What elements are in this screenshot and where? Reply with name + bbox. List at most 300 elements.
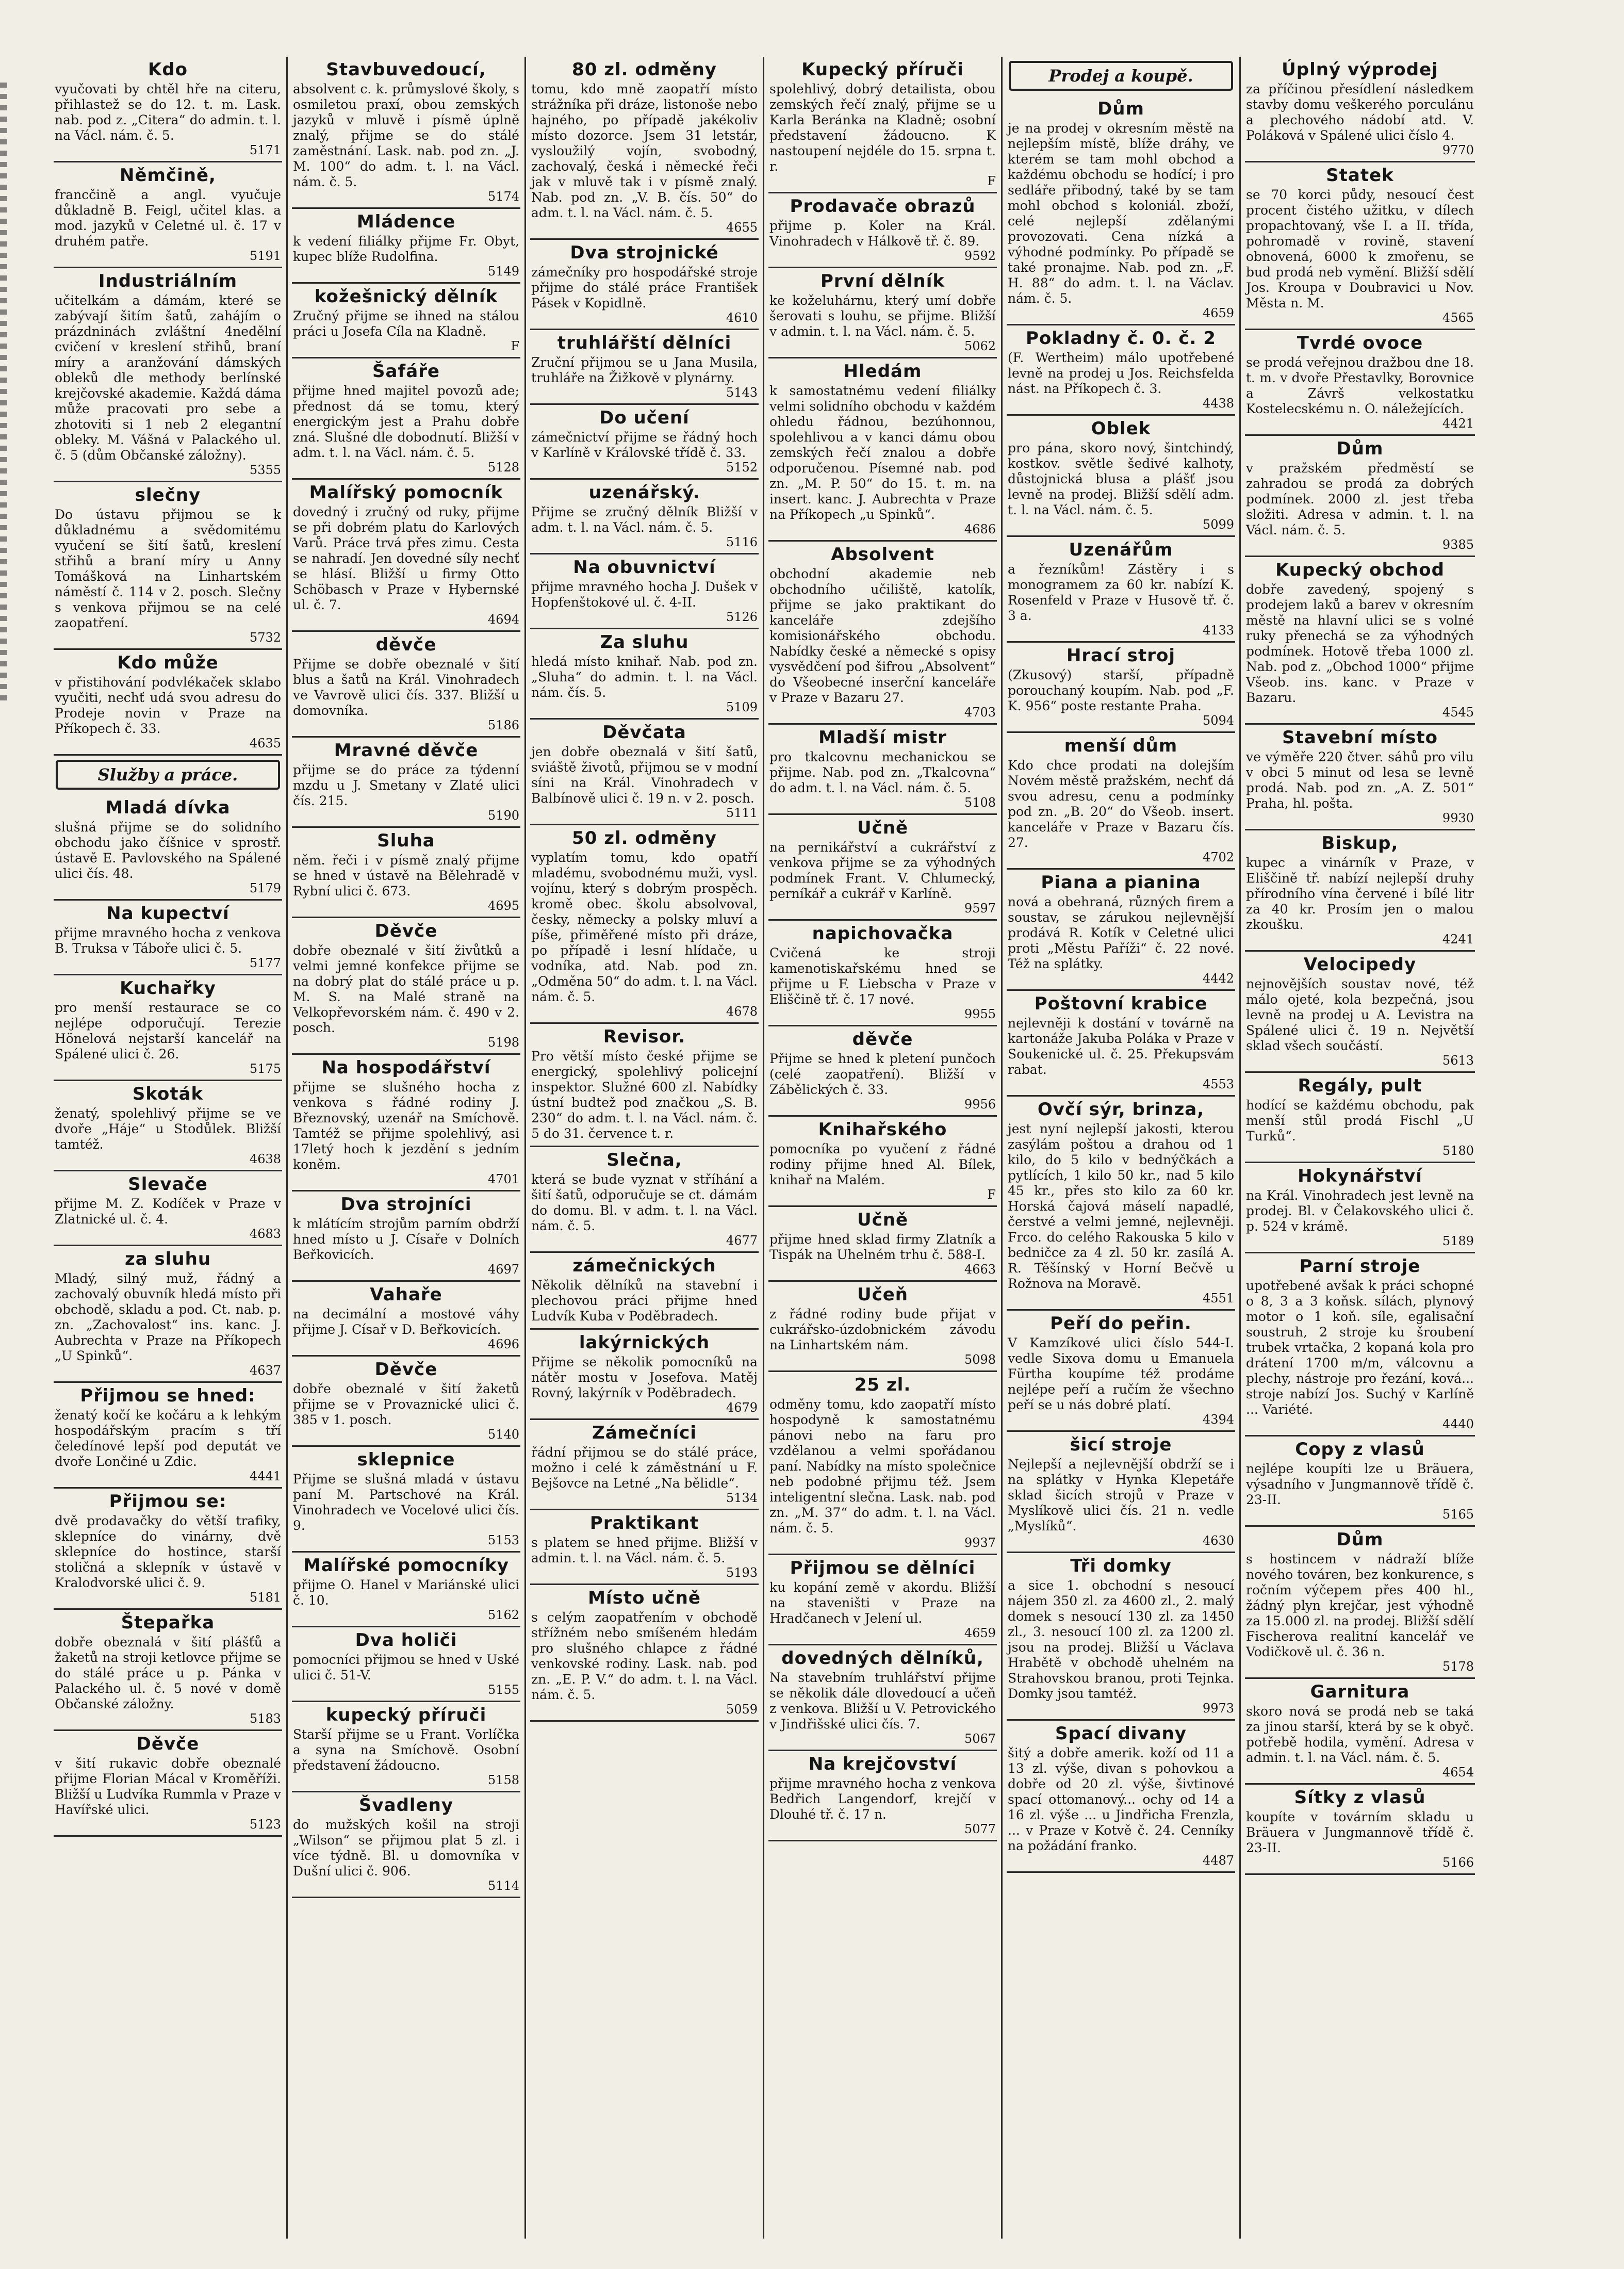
ad-code: 5174 xyxy=(487,189,519,204)
ad-code: 4545 xyxy=(1442,705,1474,720)
classified-ad xyxy=(54,1489,282,1610)
classified-ad xyxy=(54,268,282,482)
ad-title: Regály, pult xyxy=(1298,1075,1422,1096)
ad-code: 9930 xyxy=(1442,811,1474,825)
ad-title: Tvrdé ovoce xyxy=(1297,333,1423,353)
ad-body: učitelkám a dámám, které se zabývají šitím šatů, zahájím o prázdninách zvláštní 4nedělní cvičení v kreslení střihů, braní míry a aranžování dámských obleků dle methody berlínské krejčovské akademie. Každá dáma může pracovati pro sebe a zhotoviti si 1 neb 2 elegantní obleky. M. Vášná v Palackého ul. č. 5 (dům Občanské záložny). xyxy=(55,293,281,463)
ad-body: Zručný přijme se ihned na stálou práci u Josefa Cíla na Kladně. xyxy=(293,308,519,339)
classified-ad xyxy=(292,918,520,1055)
ad-title: Copy z vlasů xyxy=(1295,1439,1425,1460)
ad-code: 9385 xyxy=(1442,537,1474,552)
classified-ad xyxy=(1007,1721,1235,1873)
ad-body: ke koželuhárnu, který umí dobře šerovati s louhu, se přijme. Bližší v admin. t. l. na Václ. nám. č. 5. xyxy=(769,293,996,339)
ad-body: Několik dělníků na stavební i plechovou práci přijme hned Ludvík Kuba v Poděbradech. xyxy=(531,1278,758,1324)
ad-code: F xyxy=(511,339,519,353)
classified-ad xyxy=(1245,1163,1475,1253)
classified-ad xyxy=(292,1357,520,1447)
column-6 xyxy=(1241,57,1479,2239)
ad-title: děvče xyxy=(852,1029,913,1050)
ad-body: dobře obeznalá v šití plášťů a žaketů na stroji ketlovce přijme se do stálé práce u p. Pánka v Palackého ul. č. 5 nové v domě Občanské záložny. xyxy=(55,1635,281,1711)
ad-body: ženatý kočí ke kočáru a k lehkým hospodářským pracím s tří čeledínové lepší pod deputát ve dvoře Lončiné u Zdic. xyxy=(55,1408,281,1469)
ad-code: 4638 xyxy=(249,1152,281,1166)
classified-ad xyxy=(54,975,282,1081)
ad-title: Oblek xyxy=(1091,418,1151,439)
page-edge-marks xyxy=(0,83,7,701)
ad-body: francčině a angl. vyučuje důkladně B. Feigl, učitel klas. a mod. jazyků v Celetné ul. č. 17 v druhém patře. xyxy=(55,187,281,249)
ad-body: k samostatnému vedení filiálky velmi solidního obchodu v každém ohledu řádnou, bezúhonnou, spolehlivou a v kanci dámu obou zemských řečí znalou a dobře odporučenou. Písemné nab. pod zn. „M. P. 50“ do 15. t. m. na insert. kanc. J. Aubrechta v Praze na Příkopech „u Spinků“. xyxy=(769,383,996,522)
ad-title: Biskup, xyxy=(1321,833,1399,854)
ad-body: přijme hned majitel povozů ade; přednost dá se tomu, který energickým jest a Prahu dobře zná. Slušné dle dobodnutí. Bližší v adm. t. l. na Václ. nám. č. 5. xyxy=(293,383,519,460)
ad-body: dvě prodavačky do větší trafiky, sklepníce do vinárny, dvě sklepníce do hostince, starší stoličná a sklepník v ústavě v Kralodvorské ulici č. 9. xyxy=(55,1513,281,1590)
ad-title: Učně xyxy=(857,818,909,838)
ad-code: 5183 xyxy=(249,1711,281,1726)
classified-ad xyxy=(768,358,997,542)
ad-body: na Král. Vinohradech jest levně na prodej. Bl. v Čelakovského ulici č. p. 524 v krámě. xyxy=(1246,1188,1474,1234)
classified-ad xyxy=(292,1553,520,1627)
ad-body: koupíte v továrním skladu u Bräuera v Jungmannově třídě č. 23-II. xyxy=(1246,1809,1474,1855)
ad-title: Statek xyxy=(1326,165,1394,186)
classified-ad xyxy=(768,1117,997,1207)
ad-title: Děvče xyxy=(136,1734,200,1754)
ad-body: Kdo chce prodati na dolejším Novém městě pražském, nechť dá svou adresu, cenu a podmínky pod zn. „B. 20“ do Všeob. insert. kanceláře v Praze v Bazaru čís. 27. xyxy=(1008,758,1234,850)
ad-body: v přistihování podvlékaček sklabo vyučiti, nechť udá svou adresu do Prodeje novin v Praze na Příkopech č. 33. xyxy=(55,675,281,736)
ad-code: 9597 xyxy=(964,901,996,916)
ad-title: Dům xyxy=(1097,99,1144,119)
ad-code: 5152 xyxy=(726,460,758,475)
ad-code: F xyxy=(987,174,996,188)
classified-page xyxy=(50,57,1545,2239)
column-3 xyxy=(526,57,764,2239)
ad-body: hodící se každému obchodu, pak menší stůl prodá Fischl „U Turků“. xyxy=(1246,1098,1474,1144)
classified-ad xyxy=(530,554,759,629)
ad-title: Kuchařky xyxy=(120,978,216,999)
ad-code: 5165 xyxy=(1442,1507,1474,1522)
ad-title: Štepařka xyxy=(121,1612,215,1633)
ad-body: k vedení filiálky přijme Fr. Obyt, kupec blíže Rudolfina. xyxy=(293,234,519,264)
ad-title: Na krejčovství xyxy=(808,1754,957,1774)
ad-code: 5149 xyxy=(487,264,519,279)
classified-ad xyxy=(530,629,759,720)
ad-title: Vahaře xyxy=(370,1284,442,1305)
ad-code: 5190 xyxy=(487,808,519,823)
classified-ad xyxy=(292,738,520,828)
section-heading: Prodej a koupě. xyxy=(1009,61,1233,91)
ad-code: 5108 xyxy=(964,795,996,810)
ad-body: ve výměře 220 čtver. sáhů pro vilu v obci 5 minut od lesa se levně prodá. Nab. pod zn. „A. Z. 501“ Praha, hl. pošta. xyxy=(1246,749,1474,811)
classified-ad xyxy=(768,542,997,725)
ad-body: něm. řeči i v písmě znalý přijme se hned v ústavě na Bělehradě v Rybní ulici č. 673. xyxy=(293,853,519,899)
ad-body: Na stavebním truhlářství přijme se několik dále dlovedoucí a učeň z venkova. Bližší u V. Petrovického v Jindřišské ulici čís. 7. xyxy=(769,1670,996,1732)
ad-body: Mladý, silný muž, řádný a zachovalý obuvník hledá místo při obchodě, skladu a pod. Ct. nab. p. zn. „Zachovalost“ ins. kanc. J. Aubrechta v Praze na Příkopech „U Spinků“. xyxy=(55,1271,281,1363)
ad-body: je na prodej v okresním městě na nejlepším místě, blíže dráhy, ve kterém se tam mohl obchod a každému obchodu se hodící; i pro sedláře přibodný, také by se tam mohl obchod s koloniál. zboží, celé nejlepší zdělanými provozovati. Cena nízká a výhodné podmínky. Po případě se také pronajme. Nab. pod zn. „F. H. 88“ do adm. t. l. na Václav. nám. č. 5. xyxy=(1008,121,1234,306)
ad-title: Slečna, xyxy=(606,1150,682,1170)
ad-body: s platem se hned přijme. Bližší v admin. t. l. na Václ. nám. č. 5. xyxy=(531,1535,758,1565)
ad-code: 5177 xyxy=(249,956,281,970)
classified-ad xyxy=(1007,325,1235,416)
ad-code: 4659 xyxy=(964,1626,996,1640)
ad-code: 5186 xyxy=(487,718,519,732)
ad-code: 5189 xyxy=(1442,1234,1474,1248)
ad-code: 5155 xyxy=(487,1683,519,1697)
ad-code: 5175 xyxy=(249,1062,281,1076)
ad-code: 5732 xyxy=(249,630,281,645)
classified-ad xyxy=(1245,557,1475,725)
ad-code: 5143 xyxy=(726,385,758,400)
classified-ad xyxy=(1245,162,1475,330)
classified-ad xyxy=(54,795,282,901)
ad-code: 4663 xyxy=(964,1262,996,1277)
ad-title: Revisor. xyxy=(603,1026,686,1047)
classified-ad xyxy=(768,815,997,921)
classified-ad xyxy=(768,57,997,193)
ad-body: nejnovějších soustav nové, též málo ojeté, kola bezpečná, jsou levně na prodej u A. Levistra na Spálené ulici č. 19 n. Největší sklad všech součástí. xyxy=(1246,976,1474,1053)
ad-title: Šafáře xyxy=(372,361,440,382)
ad-code: 4679 xyxy=(726,1400,758,1415)
classified-ad xyxy=(1245,1073,1475,1163)
ad-body: spolehlivý, dobrý detailista, obou zemských řečí znalý, přijme se u Karla Beránka na Kladně; osobní představení žádoucno. K nastoupení nejdéle do 15. srpna t. r. xyxy=(769,81,996,174)
ad-code: 9955 xyxy=(964,1007,996,1021)
classified-ad xyxy=(768,1555,997,1645)
classified-ad xyxy=(768,193,997,268)
ad-code: 4637 xyxy=(249,1363,281,1378)
ad-body: řádní přijmou se do stálé práce, možno i celé k záměstnání u F. Bejšovce na Letné „Na bělidle“. xyxy=(531,1445,758,1491)
ad-title: Dva holiči xyxy=(355,1630,457,1651)
classified-ad xyxy=(1007,870,1235,991)
ad-body: ženatý, spolehlivý přijme se ve dvoře „Háje“ u Stodůlek. Bližší tamtéž. xyxy=(55,1106,281,1152)
ad-body: dobře obeznalé v šití žaketů přijme se v Provaznické ulici č. 385 v 1. posch. xyxy=(293,1381,519,1427)
ad-title: Spací divany xyxy=(1055,1723,1187,1744)
classified-ad xyxy=(1007,537,1235,643)
ad-title: Sluha xyxy=(377,830,435,851)
ad-body: Přijme se hned k pletení punčoch (celé zaopatření). Bližší v Zábělických č. 33. xyxy=(769,1051,996,1097)
classified-ad xyxy=(1007,416,1235,537)
ad-body: vyučovati by chtěl hře na citeru, přihlastež se do 12. t. m. Lask. nab. pod z. „Citera“ do admin. t. l. na Václ. nám. č. 5. xyxy=(55,81,281,143)
ad-body: s celým zaopatřením v obchodě střížném nebo smíšeném hledám pro slušného chlapce z řádné venkovské rodiny. Lask. nab. pod zn. „E. P. V.“ do adm. t. l. na Václ. nám. č. 5. xyxy=(531,1610,758,1702)
ad-title: dovedných dělníků, xyxy=(781,1648,984,1669)
ad-body: přijme mravného hocha z venkova Bedřich Langendorf, krejčí v Dlouhé tř. č. 17 n. xyxy=(769,1776,996,1822)
ad-body: odměny tomu, kdo zaopatří místo hospodyně k samostatnému pánovi nebo na faru pro vzdělanou a velmi spořádanou paní. Nabídky na místo společnice neb podobné přijmu též. Jsem inteligentní slečna. Lask. nab. pod zn. „M. 37“ do adm. t. l. na Václ. nám. č. 5. xyxy=(769,1397,996,1536)
classified-ad xyxy=(530,240,759,330)
ad-code: 5098 xyxy=(964,1352,996,1367)
ad-title: menší dům xyxy=(1064,736,1178,756)
classified-ad xyxy=(54,162,282,268)
ad-body: (Zkusový) starší, případně porouchaný koupím. Nab. pod „F. K. 956“ poste restante Praha. xyxy=(1008,667,1234,713)
ad-code: 4442 xyxy=(1202,971,1234,986)
ad-body: za příčinou přesídlení následkem stavby domu veškerého porculánu a plechového nádobí atd. V. Poláková v Spálené ulici číslo 4. xyxy=(1246,81,1474,143)
ad-title: 80 zl. odměny xyxy=(572,59,717,80)
ad-code: 5193 xyxy=(726,1565,758,1580)
ad-code: 4696 xyxy=(487,1337,519,1351)
ad-code: 5114 xyxy=(487,1879,519,1893)
classified-ad xyxy=(530,720,759,825)
ad-title: sklepnice xyxy=(357,1449,455,1470)
ad-title: Švadleny xyxy=(358,1795,453,1816)
ad-title: Garnitura xyxy=(1310,1682,1410,1702)
ad-body: (F. Wertheim) málo upotřebené levně na prodej u Jos. Reichsfelda nást. na Příkopech č. 3. xyxy=(1008,350,1234,396)
ad-title: 25 zl. xyxy=(854,1375,911,1395)
ad-title: Malířský pomocník xyxy=(309,482,503,503)
ad-body: dobře obeznalé v šití živůtků a velmi jemné konfekce přijme se na dobrý plat do stálé práce u p. M. S. na Malé straně na Velkopřevorském nám. č. 490 v 2. posch. xyxy=(293,943,519,1035)
ad-body: pro tkalcovnu mechanickou se přijme. Nab. pod zn. „Tkalcovna“ do adm. t. l. na Václ. nám. č. 5. xyxy=(769,749,996,795)
ad-body: nejlevněji k dostání v továrně na kartonáže Jakuba Poláka v Praze v Soukenické ul. č. 25. Překupsvám rabat. xyxy=(1008,1016,1234,1077)
ad-title: První dělník xyxy=(820,271,945,291)
ad-body: kupec a vinárník v Praze, v Eliščině tř. nabízí nejlepší druhy přírodního vína červené i bílé litr za 40 kr. Prosím jen o malou zkoušku. xyxy=(1246,855,1474,932)
classified-ad xyxy=(768,1372,997,1555)
classified-ad xyxy=(530,480,759,554)
ad-code: 5111 xyxy=(726,806,758,820)
ad-code: 4694 xyxy=(487,612,519,627)
ad-body: jest nyní nejlepší jakosti, kterou zasýlám poštou a drahou od 1 kilo, do 5 kilo v bednýčkách a pytlících, 1 kilo 50 kr., nad 5 kilo 45 kr., přes sto kilo za 60 kr. Horská čajová máselí napadlé, čerstvé a velmi jemné, nejlevněji. Frco. do celého Rakouska 5 kilo v bedničce za 4 zl. 50 kr. zasílá A. R. Těšínský v Horní Bečvě u Rožnova na Moravě. xyxy=(1008,1121,1234,1291)
ad-code: 4421 xyxy=(1442,416,1474,431)
ad-title: Ovčí sýr, brinza, xyxy=(1037,1099,1205,1120)
classified-ad xyxy=(292,1191,520,1282)
ad-code: 5180 xyxy=(1442,1144,1474,1158)
ad-title: truhlářští dělníci xyxy=(557,333,732,353)
ad-code: 5094 xyxy=(1202,713,1234,728)
ad-code: 4683 xyxy=(249,1227,281,1241)
classified-ad xyxy=(530,57,759,240)
ad-code: 9592 xyxy=(964,249,996,263)
ad-code: 4610 xyxy=(726,311,758,325)
ad-code: 5171 xyxy=(249,143,281,157)
ad-title: za sluhu xyxy=(124,1249,211,1269)
ad-title: Kdo xyxy=(147,59,188,80)
classified-ad xyxy=(768,1207,997,1282)
ad-title: Dům xyxy=(1336,438,1384,459)
ad-title: Piana a pianina xyxy=(1041,872,1201,893)
ad-body: skoro nová se prodá neb se taká za jinou starší, která by se k obyč. potřebě hodila, vymění. Adresa v admin. t. l. na Václ. nám. č. 5. xyxy=(1246,1704,1474,1765)
classified-ad xyxy=(292,1702,520,1792)
classified-ad xyxy=(1245,1527,1475,1679)
ad-body: upotřebené avšak k práci schopné o 8, 3 a 3 koňsk. sílách, plynový motor o 1 koň. síle, egalisační soustruh, 2 stroje ku šroubení trubek vrtačka, 2 kopaná kola pro drátení 1700 m/m, válcovnu a plechy, nástroje pro řezání, ková... stroje nabízí Jos. Suchý v Karlíně ... Variété. xyxy=(1246,1278,1474,1417)
section-heading: Služby a práce. xyxy=(56,760,280,790)
ad-body: jen dobře obeznalá v šití šatů, sviáště životů, přijmou se v modní síni na Král. Vinohradech v Balbínově ulici č. 19 n. v 2. posch. xyxy=(531,744,758,806)
classified-ad xyxy=(54,1731,282,1837)
ad-code: 4630 xyxy=(1202,1533,1234,1548)
ad-title: Poštovní krabice xyxy=(1034,993,1208,1014)
classified-ad xyxy=(292,209,520,284)
ad-code: 5179 xyxy=(249,881,281,895)
ad-code: 5178 xyxy=(1442,1659,1474,1674)
ad-title: Uzenářům xyxy=(1069,540,1173,560)
ad-title: Slevače xyxy=(128,1174,208,1195)
classified-ad xyxy=(530,1024,759,1147)
classified-ad xyxy=(54,1246,282,1383)
ad-code: 4394 xyxy=(1202,1412,1234,1427)
ad-body: přijme M. Z. Kodíček v Praze v Zlatnické ul. č. 4. xyxy=(55,1196,281,1227)
ad-code: 5059 xyxy=(726,1702,758,1717)
ad-title: Industriálním xyxy=(98,271,238,291)
ad-title: Učně xyxy=(857,1210,909,1230)
ad-code: 9956 xyxy=(964,1097,996,1112)
ad-title: Mravné děvče xyxy=(334,740,479,761)
ad-code: 5109 xyxy=(726,700,758,714)
ad-body: pomocníci přijmou se hned v Uské ulici č. 51-V. xyxy=(293,1652,519,1683)
ad-code: 4655 xyxy=(726,220,758,235)
column-4 xyxy=(764,57,1003,2239)
ad-body: V Kamzíkové ulici číslo 544-I. vedle Sixova domu u Emanuela Fürtha koupíme též prodáme nejlépe peří a ručím že všechno peří se u nás dobré platí. xyxy=(1008,1335,1234,1412)
ad-code: 5166 xyxy=(1442,1855,1474,1870)
classified-ad xyxy=(1245,436,1475,557)
ad-body: Cvičená ke stroji kamenotiskařskému hned se přijme u F. Liebscha v Praze v Eliščině tř. č. 17 nové. xyxy=(769,945,996,1007)
classified-ad xyxy=(530,405,759,480)
ad-code: 4440 xyxy=(1442,1417,1474,1431)
classified-ad xyxy=(530,1253,759,1330)
ad-body: v pražském předměstí se zahradou se prodá za dobrých podmínek. 2000 zl. jest třeba složiti. Adresa v admin. t. l. na Václ. nám. č. 5. xyxy=(1246,461,1474,537)
ad-code: 4441 xyxy=(249,1469,281,1483)
ad-title: Pokladny č. 0. č. 2 xyxy=(1026,328,1216,349)
ad-title: Peří do peřin. xyxy=(1050,1313,1192,1334)
ad-body: slušná přijme se do solidního obchodu jako číšnice v sprostř. ústavě E. Pavlovského na Spálené ulici čís. 48. xyxy=(55,820,281,881)
ad-code: 4677 xyxy=(726,1233,758,1248)
ad-body: k mlátícím strojům parním obdrží hned místo u J. Císaře v Dolních Beřkovicích. xyxy=(293,1216,519,1262)
ad-body: na pernikářství a cukrářství z venkova přijme se za výhodných podmínek Frant. V. Chlumecký, perníkář a cukrář v Karlíně. xyxy=(769,840,996,901)
classified-ad xyxy=(530,1147,759,1253)
ad-body: přijme mravného hocha J. Dušek v Hopfenštokové ul. č. 4-II. xyxy=(531,579,758,610)
ad-body: přijme p. Koler na Král. Vinohradech v Hálkově tř. č. 89. xyxy=(769,218,996,249)
classified-ad xyxy=(1245,1679,1475,1785)
classified-ad xyxy=(1007,1553,1235,1721)
ad-title: Stavební místo xyxy=(1282,727,1438,748)
classified-ad xyxy=(768,1645,997,1751)
ad-code: 9973 xyxy=(1202,1701,1234,1716)
column-1 xyxy=(50,57,288,2239)
ad-body: Přijme se několik pomocníků na nátěr mostu v Josefova. Matěj Rovný, lakýrník v Poděbradech. xyxy=(531,1354,758,1400)
classified-ad xyxy=(54,482,282,650)
ad-body: a řezníkům! Zástěry i s monogramem za 60 kr. nabízí K. Rosenfeld v Praze v Husově tř. č. 3 a. xyxy=(1008,562,1234,623)
ad-title: kupecký příruči xyxy=(325,1705,487,1725)
ad-body: Přijme se zručný dělník Bližší v adm. t. l. na Václ. nám. č. 5. xyxy=(531,504,758,535)
ad-body: Pro větší místo české přijme se energický, spolehlivý policejní inspektor. Služné 600 zl. Nabídky ústní budtež pod značkou „S. B. 230“ do adm. t. l. na Václ. nám. č. 5 do 31. července t. r. xyxy=(531,1049,758,1141)
ad-body: zámečníky pro hospodářské stroje přijme do stálé práce František Pásek v Kopidlně. xyxy=(531,265,758,311)
classified-ad xyxy=(530,1420,759,1510)
ad-code: 5123 xyxy=(249,1817,281,1832)
ad-title: Děvčata xyxy=(602,722,686,743)
ad-code: 5181 xyxy=(249,1590,281,1605)
ad-body: zámečnictví přijme se řádný hoch v Karlíně v Královské třídě č. 33. xyxy=(531,430,758,460)
classified-ad xyxy=(1007,991,1235,1097)
ad-body: dovedný i zručný od ruky, přijme se při dobrém platu do Karlových Varů. Práce trvá přes zimu. Cesta se nahradí. Jen dovedné síly nechť se hlásí. Bližší u firmy Otto Schöbasch v Praze v Hybernské ul. č. 7. xyxy=(293,504,519,612)
ad-title: Dva strojníci xyxy=(340,1194,472,1215)
ad-code: 5062 xyxy=(964,339,996,353)
classified-ad xyxy=(292,1282,520,1357)
ad-title: zámečnických xyxy=(572,1255,716,1276)
ad-code: 4565 xyxy=(1442,311,1474,325)
ad-code: 4487 xyxy=(1202,1853,1234,1868)
classified-ad xyxy=(530,1510,759,1585)
ad-code: 4701 xyxy=(487,1172,519,1186)
ad-title: Přijmou se hned: xyxy=(80,1385,256,1406)
classified-ad xyxy=(54,650,282,756)
classified-ad xyxy=(1007,1432,1235,1553)
ad-title: kožešnický dělník xyxy=(314,286,498,307)
ad-code: 5116 xyxy=(726,535,758,549)
ad-code: 4686 xyxy=(964,522,996,536)
classified-ad xyxy=(292,1792,520,1898)
ad-body: ku kopání země v akordu. Bližší na staveništi v Praze na Hradčanech v Jelení ul. xyxy=(769,1580,996,1626)
classified-ad xyxy=(292,284,520,358)
classified-ad xyxy=(768,268,997,358)
ad-title: Parní stroje xyxy=(1299,1256,1421,1277)
classified-ad xyxy=(54,1383,282,1489)
classified-ad xyxy=(530,330,759,405)
ad-body: do mužských košil na stroji „Wilson“ se přijmou plat 5 zl. i více týdně. Bl. u domovníka v Dušní ulici č. 906. xyxy=(293,1817,519,1879)
ad-body: přijme O. Hanel v Mariánské ulici č. 10. xyxy=(293,1577,519,1608)
ad-title: Hrací stroj xyxy=(1066,645,1176,666)
ad-code: 5067 xyxy=(964,1732,996,1746)
ad-body: přijme mravného hocha z venkova B. Truksa v Táboře ulici č. 5. xyxy=(55,925,281,956)
ad-code: 4654 xyxy=(1442,1765,1474,1780)
ad-title: Dům xyxy=(1336,1529,1384,1550)
ad-body: a sice 1. obchodní s nesoucí nájem 350 zl. za 4600 zl., 2. malý domek s nesoucí 130 zl. za 1450 zl., 3. nesoucí 100 zl. za 1200 zl. jsou na prodej. Bližší u Václava Hrabětě v obchodě uhelném na Strahovskou branou, proti Tejnka. Domky jsou tamtéž. xyxy=(1008,1578,1234,1701)
ad-code: 9937 xyxy=(964,1536,996,1550)
ad-title: Přijmou se dělníci xyxy=(790,1558,976,1578)
ad-title: Mladá dívka xyxy=(105,797,231,818)
ad-body: která se bude vyznat v stříhání a šití šatů, odporučuje se ct. dámám do domu. Bl. v adm. t. l. na Václ. nám. č. 5. xyxy=(531,1172,758,1233)
ad-title: lakýrnických xyxy=(579,1332,710,1353)
ad-code: 4635 xyxy=(249,736,281,750)
ad-title: Skoták xyxy=(132,1084,204,1104)
ad-code: 4241 xyxy=(1442,932,1474,946)
ad-body: přijme se slušného hocha z venkova s řádné rodiny J. Březnovský, uzenář na Smíchově. Tamtéž se přijme spolehlivý, asi 17letý hoch k jezdění s jedním koněm. xyxy=(293,1080,519,1172)
ad-title: Knihařského xyxy=(818,1119,947,1140)
ad-title: Přijmou se: xyxy=(109,1491,227,1512)
ad-title: Za sluhu xyxy=(600,632,689,652)
ad-title: děvče xyxy=(375,634,437,655)
ad-code: 5077 xyxy=(964,1822,996,1836)
classified-ad xyxy=(1007,96,1235,325)
ad-title: Němčině, xyxy=(120,165,216,186)
ad-body: nová a obehraná, různých firem a soustav, se zárukou nejlevnější prodává R. Kotík v Celetné ulici proti „Městu Paříži“ č. 22 nové. Též na splátky. xyxy=(1008,894,1234,971)
classified-ad xyxy=(768,1026,997,1117)
classified-ad xyxy=(54,1081,282,1171)
ad-title: Malířské pomocníky xyxy=(303,1555,509,1576)
ad-body: Přijme se slušná mladá v ústavu paní M. Partschové na Král. Vinohradech ve Vocelové ulici čís. 9. xyxy=(293,1472,519,1533)
ad-title: napichovačka xyxy=(812,923,954,944)
classified-ad xyxy=(1245,57,1475,162)
ad-title: Děvče xyxy=(374,1359,438,1380)
ad-code: 9770 xyxy=(1442,143,1474,157)
ad-title: Mladší mistr xyxy=(818,727,947,748)
classified-ad xyxy=(530,1330,759,1420)
ad-body: se prodá veřejnou dražbou dne 18. t. m. v dvoře Přestavlky, Borovnice a Závrš velkostatku Kostelecskému n. O. náležejících. xyxy=(1246,355,1474,416)
ad-code: 4551 xyxy=(1202,1291,1234,1305)
classified-ad xyxy=(292,358,520,480)
classified-ad xyxy=(530,825,759,1024)
classified-ad xyxy=(292,1447,520,1553)
classified-ad xyxy=(1245,725,1475,830)
column-5 xyxy=(1003,57,1241,2239)
classified-ad xyxy=(54,901,282,975)
ad-code: 5126 xyxy=(726,610,758,624)
ad-title: Absolvent xyxy=(831,544,934,565)
classified-ad xyxy=(1245,1437,1475,1527)
ad-title: Do učení xyxy=(599,407,690,428)
ad-code: F xyxy=(987,1187,996,1202)
ad-title: Místo učně xyxy=(588,1588,701,1608)
ad-body: Nejlepší a nejlevnější obdrží se i na splátky v Hynka Klepetáře sklad šicích strojů v Praze v Myslíkově ulici čís. 21 n. vedle „Myslíků“. xyxy=(1008,1457,1234,1533)
ad-code: 5158 xyxy=(487,1773,519,1787)
classified-ad xyxy=(1245,830,1475,952)
ad-title: Zámečníci xyxy=(592,1423,697,1443)
ad-code: 5099 xyxy=(1202,517,1234,532)
ad-title: Na hospodářství xyxy=(321,1057,491,1078)
ad-title: Úplný výprodej xyxy=(1282,59,1438,80)
ad-body: nejlépe koupíti lze u Bräuera, výsadního v Jungmannově třídě č. 23-II. xyxy=(1246,1461,1474,1507)
ad-title: Na kupectví xyxy=(106,903,229,924)
ad-body: pro pána, skoro nový, šintchindý, kostkov. světle šedivé kalhoty, důstojnická blusa a plášť jsou levně na prodej. Bližší sdělí adm. t. l. na Václ. nám. č. 5. xyxy=(1008,440,1234,517)
ad-title: Prodavače obrazů xyxy=(790,196,976,217)
